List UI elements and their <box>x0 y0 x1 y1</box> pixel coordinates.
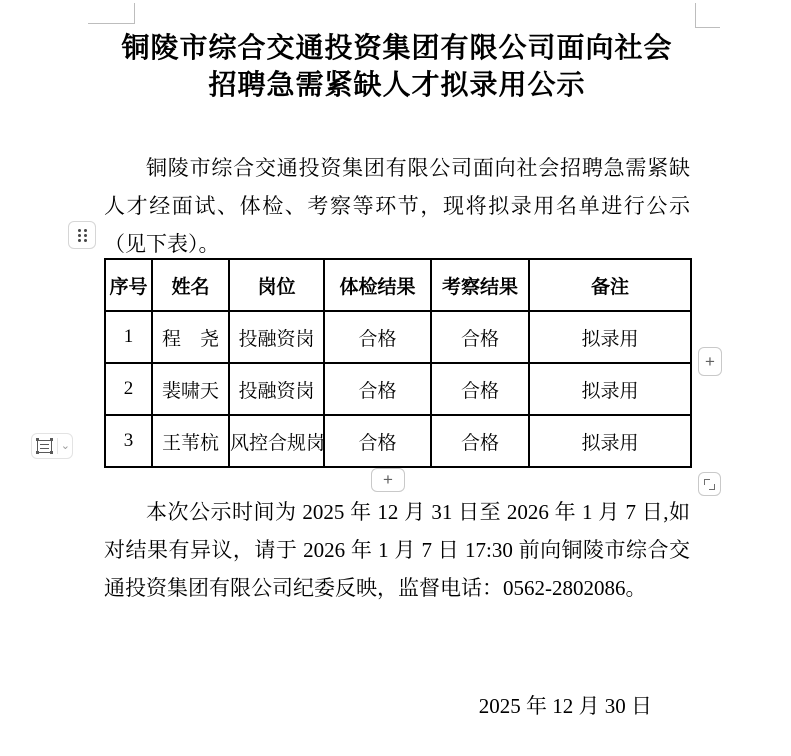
cell-physical[interactable]: 合格 <box>324 415 431 467</box>
cell-position[interactable]: 风控合规岗 <box>229 415 324 467</box>
cell-remark[interactable]: 拟录用 <box>529 363 691 415</box>
header-cell-physical[interactable]: 体检结果 <box>324 259 431 311</box>
cell-name[interactable]: 王苇杭 <box>152 415 229 467</box>
paragraph-drag-handle-button[interactable] <box>68 221 96 249</box>
resize-corners-icon <box>704 479 715 490</box>
cell-position[interactable]: 投融资岗 <box>229 363 324 415</box>
cell-physical[interactable]: 合格 <box>324 363 431 415</box>
add-row-button[interactable] <box>371 468 405 492</box>
header-cell-name[interactable]: 姓名 <box>152 259 229 311</box>
cell-inspection[interactable]: 合格 <box>431 415 529 467</box>
cell-inspection[interactable]: 合格 <box>431 311 529 363</box>
header-cell-remark[interactable]: 备注 <box>529 259 691 311</box>
cell-remark[interactable]: 拟录用 <box>529 415 691 467</box>
table-header-row <box>105 259 691 311</box>
plus-icon: + <box>383 470 393 489</box>
cell-index[interactable]: 3 <box>105 415 152 467</box>
cell-index[interactable]: 1 <box>105 311 152 363</box>
cell-name[interactable]: 裴啸天 <box>152 363 229 415</box>
table-border-tool-button[interactable] <box>31 433 73 459</box>
page-margin-mark-top-left <box>88 3 135 24</box>
closing-paragraph[interactable]: 本次公示时间为 2025 年 12 月 31 日至 2026 年 1 月 7 日,如对结果有异议，请于 2026 年 1 月 7 日 17:30 前向铜陵市综合交通投资集团有限公司纪委反映，监督电话：0562-2802086。 <box>104 500 690 600</box>
cell-remark[interactable]: 拟录用 <box>529 311 691 363</box>
cell-position[interactable]: 投融资岗 <box>229 311 324 363</box>
header-cell-index[interactable]: 序号 <box>105 259 152 311</box>
add-column-button[interactable] <box>698 347 722 376</box>
document-title[interactable] <box>104 30 690 104</box>
plus-icon: + <box>705 351 715 371</box>
table-row <box>105 415 691 467</box>
table-resize-button[interactable] <box>698 472 721 496</box>
table-selection-icon <box>37 440 52 453</box>
cell-physical[interactable]: 合格 <box>324 311 431 363</box>
document-date[interactable]: 2025 年 12 月 30 日 <box>478 694 652 718</box>
cell-name[interactable]: 程 尧 <box>152 311 229 363</box>
chevron-down-icon[interactable]: ⌄ <box>60 439 70 452</box>
drag-dots-icon <box>78 229 87 242</box>
page-margin-mark-top-right <box>695 3 720 28</box>
header-cell-inspection[interactable]: 考察结果 <box>431 259 529 311</box>
document-title-line1: 铜陵市综合交通投资集团有限公司面向社会 <box>121 33 673 64</box>
header-cell-position[interactable]: 岗位 <box>229 259 324 311</box>
table-row <box>105 363 691 415</box>
cell-inspection[interactable]: 合格 <box>431 363 529 415</box>
document-title-line2: 招聘急需紧缺人才拟录用公示 <box>208 70 586 101</box>
recruitment-table <box>104 258 692 468</box>
cell-index[interactable]: 2 <box>105 363 152 415</box>
intro-paragraph[interactable]: 铜陵市综合交通投资集团有限公司面向社会招聘急需紧缺人才经面试、体检、考察等环节，现将拟录用名单进行公示（见下表）。 <box>104 156 690 256</box>
tool-separator <box>57 438 58 454</box>
table-row <box>105 311 691 363</box>
